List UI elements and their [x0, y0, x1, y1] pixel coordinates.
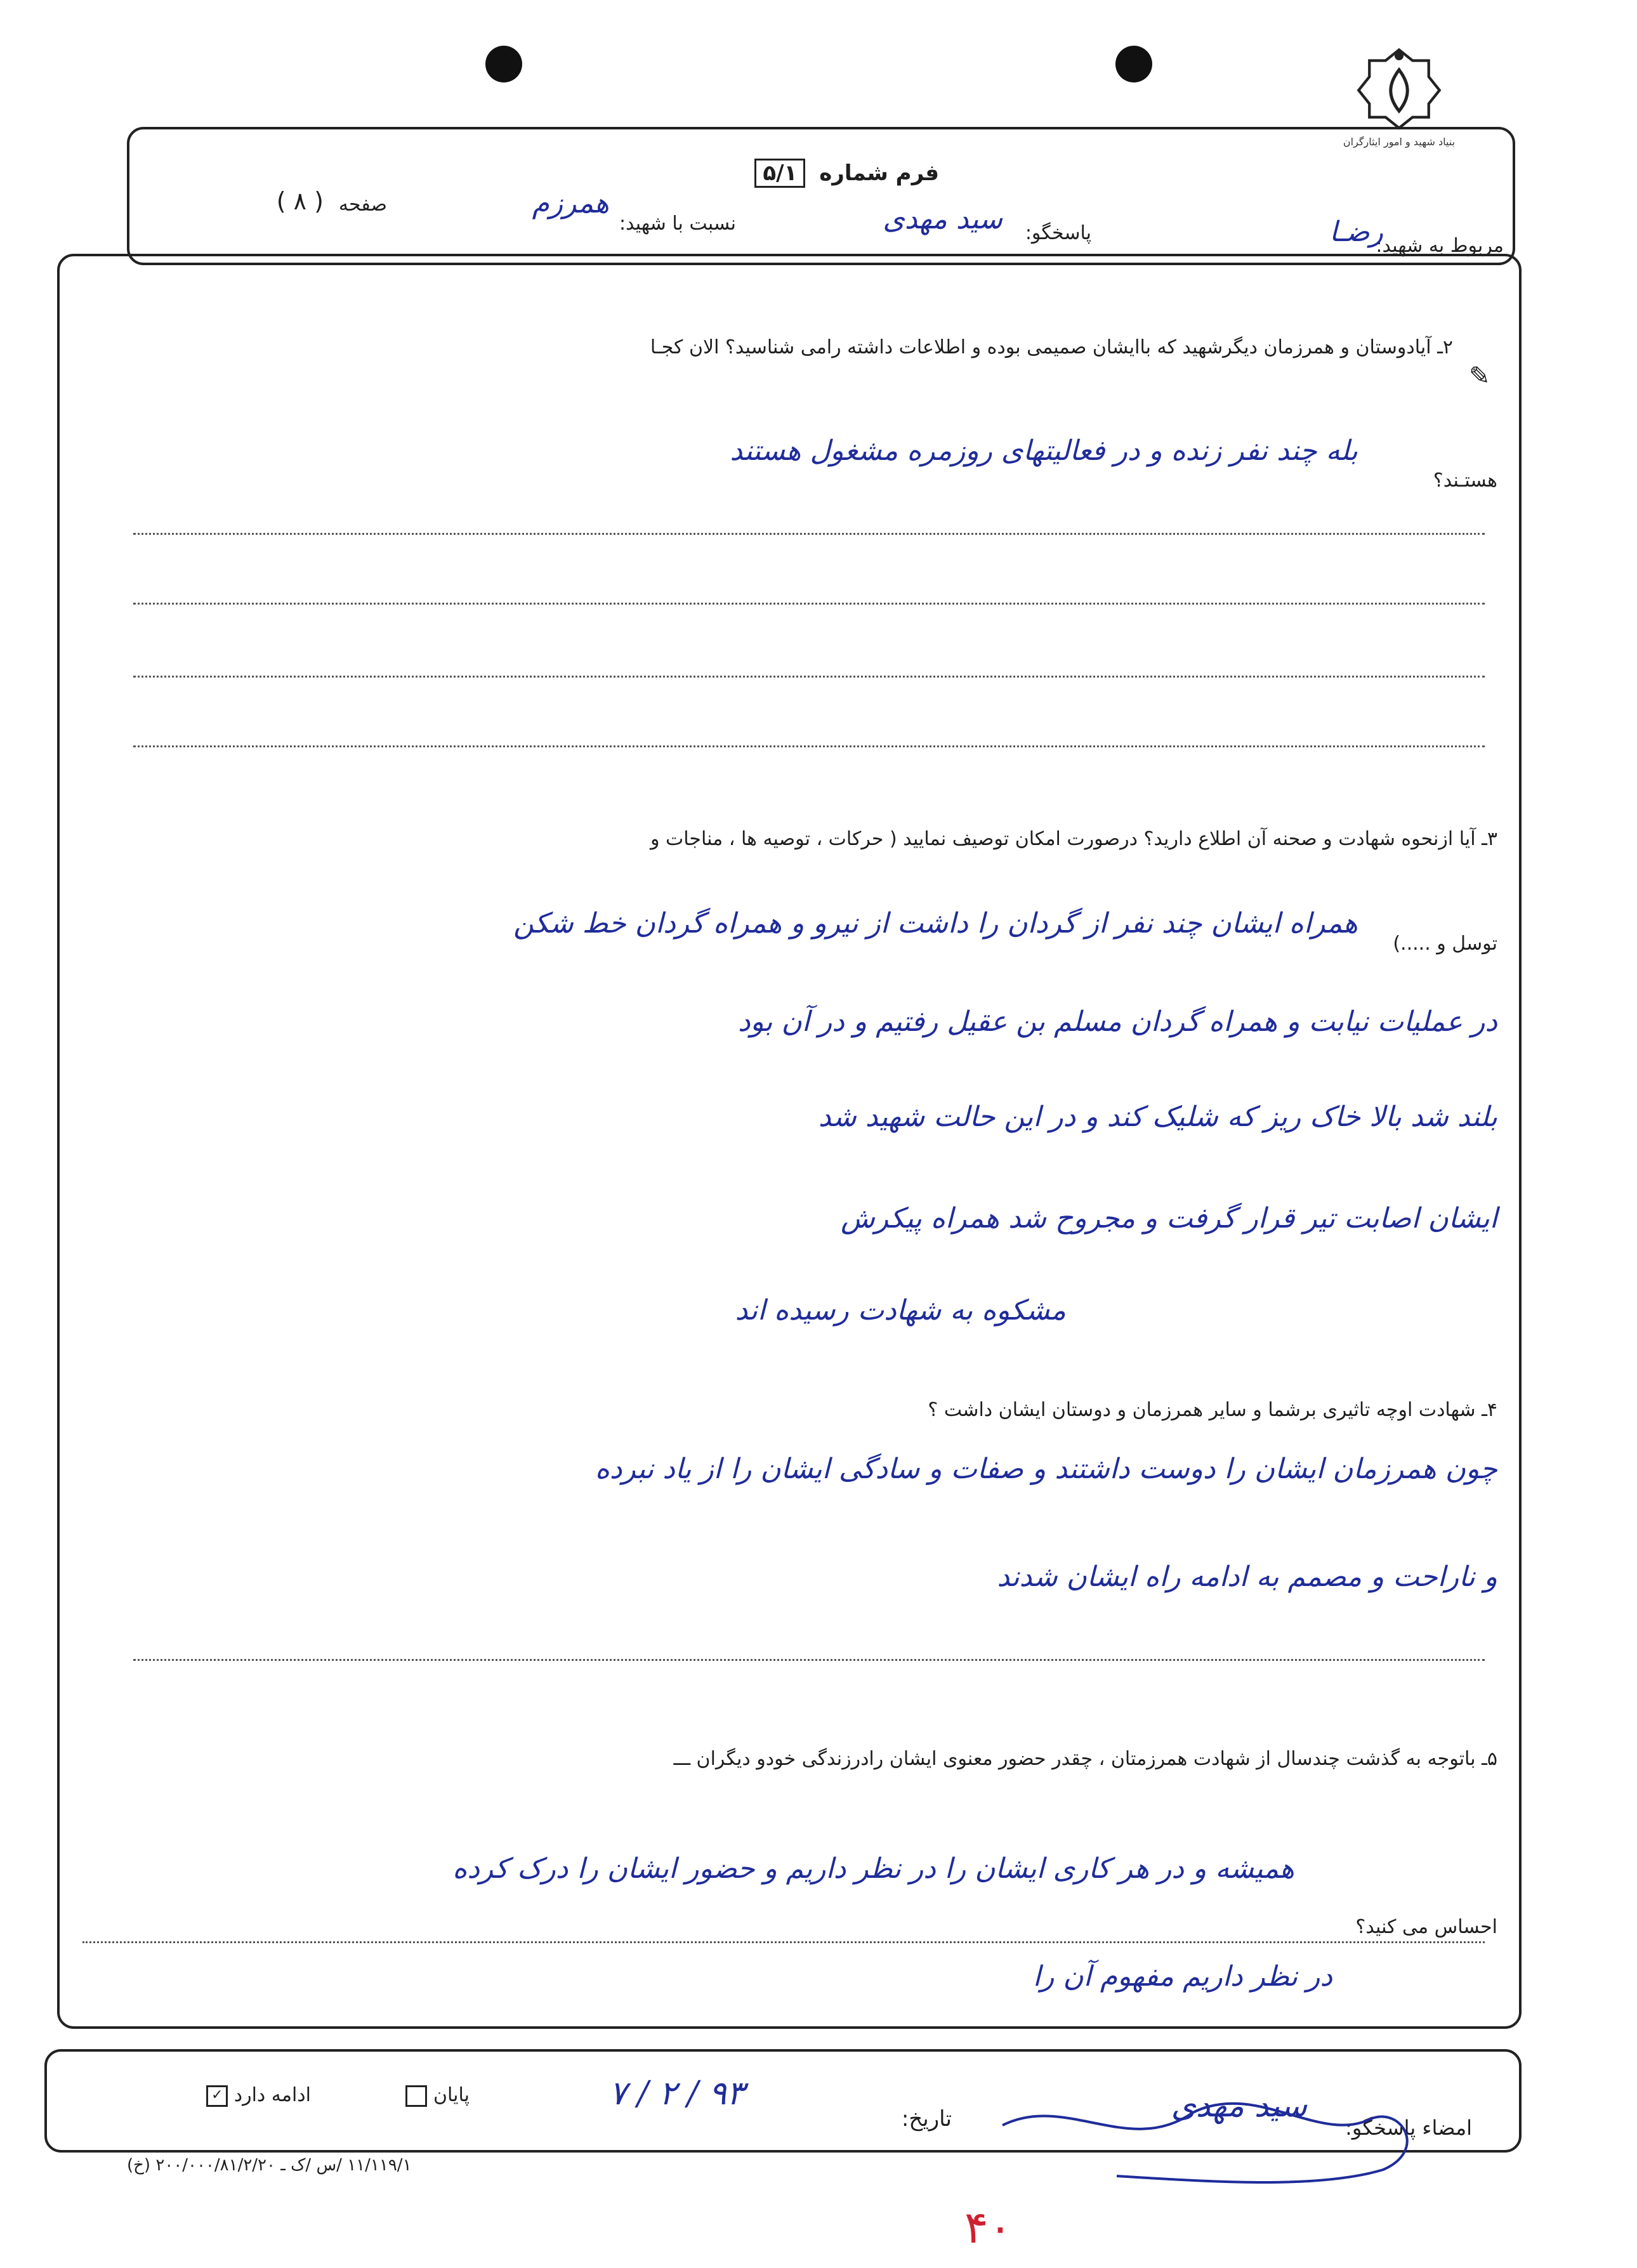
q5-rule-1 — [82, 1941, 1485, 1943]
continue-checkbox[interactable]: ✓ — [206, 2085, 228, 2107]
q4-rule-1 — [133, 1659, 1485, 1661]
q3-answer-line-2: در عملیات نیابت و همراه گردان مسلم بن عقیل رفتیم و در آن بود — [737, 1006, 1497, 1038]
q4-answer-line-1: چون همرزمان ایشان را دوست داشتند و صفات و سادگی ایشان را از یاد نبرده — [595, 1453, 1497, 1485]
q3-answer-line-3: بلند شد بالا خاک ریز که شلیک کند و در این حالت شهید شد — [818, 1101, 1497, 1133]
q5-answer-line-1: همیشه و در هر کاری ایشان را در نظر داریم و حضور ایشان را درک کرده — [452, 1852, 1294, 1885]
q5-answer-line-2: در نظر داریم مفهوم آن را — [1032, 1960, 1332, 1993]
q2-rule-1 — [133, 533, 1485, 535]
q3-question-line-1: ۳ـ آیا ازنحوه شهادت و صحنه آن اطلاع دارید؟ درصورت امکان توصیف نمایید ( حرکات ، توصیه ها ، مناجات و — [650, 828, 1497, 850]
page-mark: ۴۰ — [964, 2201, 1013, 2253]
q2-question-line-2: هستـند؟ — [1433, 469, 1497, 492]
q2-rule-3 — [133, 676, 1485, 678]
form-number-text: فرم شماره — [819, 161, 939, 186]
signature-flourish — [990, 2087, 1434, 2189]
martyr-name: رضـا — [1329, 216, 1383, 248]
respondent-name: سید مهدی — [883, 203, 1003, 235]
q3-answer-line-5: مشکوه به شهادت رسیده اند — [735, 1294, 1066, 1327]
date-value: ۹۳ / ۲ / ۷ — [609, 2075, 744, 2113]
respondent-label: پاسخگو: — [1025, 222, 1091, 244]
form-code: ۱۱/۱۱۹/۱ /س /ک ـ ۲۰۰/۰۰۰/۸۱/۲/۲۰ (خ) — [127, 2156, 412, 2175]
pencil-icon: ✎ — [1469, 362, 1490, 391]
punch-hole-left — [485, 46, 522, 82]
q4-question-line-1: ۴ـ شهادت اوچه تاثیری برشما و سایر همرزمان و دوستان ایشان داشت ؟ — [928, 1399, 1497, 1421]
q3-answer-line-4: ایشان اصابت تیر قرار گرفت و مجروح شد همراه پیکرش — [841, 1202, 1497, 1235]
page-label: صفحه — [338, 193, 387, 216]
q3-answer-line-1: همراه ایشان چند نفر از گردان را داشت از نیرو و همراه گردان خط شکن — [513, 907, 1358, 940]
q2-rule-2 — [133, 603, 1485, 605]
signature-name: سید مهدی — [1171, 2087, 1307, 2124]
related-martyr-label: مربوط به شهید: — [1376, 235, 1504, 257]
emblem-icon — [1345, 44, 1453, 133]
date-label: تاریخ: — [901, 2106, 952, 2132]
end-label: پایان — [433, 2084, 470, 2106]
punch-hole-right — [1115, 46, 1152, 82]
relation-label: نسبت با شهید: — [619, 213, 736, 235]
end-option — [405, 2084, 470, 2107]
q4-answer-line-2: و ناراحت و مصمم به ادامه راه ایشان شدند — [997, 1561, 1497, 1593]
continue-option — [206, 2084, 311, 2107]
end-checkbox[interactable] — [405, 2085, 427, 2107]
q2-question-line-1: ۲ـ آیادوستان و همرزمان دیگرشهید که باایشان صمیمی بوده و اطلاعات داشته رامی شناسید؟ الان کجـا — [650, 336, 1453, 358]
page-value: ( ۸ ) — [276, 187, 324, 215]
q2-rule-4 — [133, 745, 1485, 747]
q3-question-line-2: توسل و .....) — [1393, 933, 1497, 955]
logo-caption: بنیاد شهید و امور ایثارگران — [1343, 136, 1456, 148]
q5-question-line-1: ۵ـ باتوجه به گذشت چندسال از شهادت همرزمتان ، چقدر حضور معنوی ایشان رادرزندگی خودو دیگران ـــ — [673, 1748, 1497, 1770]
relation-value: همرزم — [532, 187, 609, 220]
signature-label: امضاء پاسخگو: — [1345, 2116, 1472, 2140]
continue-label: ادامه دارد — [233, 2084, 311, 2106]
q2-answer-line-1: بله چند نفر زنده و در فعالیتهای روزمره مشغول هستند — [730, 435, 1358, 467]
header-box — [127, 127, 1515, 265]
q5-question-line-2: احساس می کنید؟ — [1355, 1916, 1497, 1938]
form-number-box: ۵/۱ — [754, 159, 805, 188]
form-number-label — [754, 159, 939, 188]
